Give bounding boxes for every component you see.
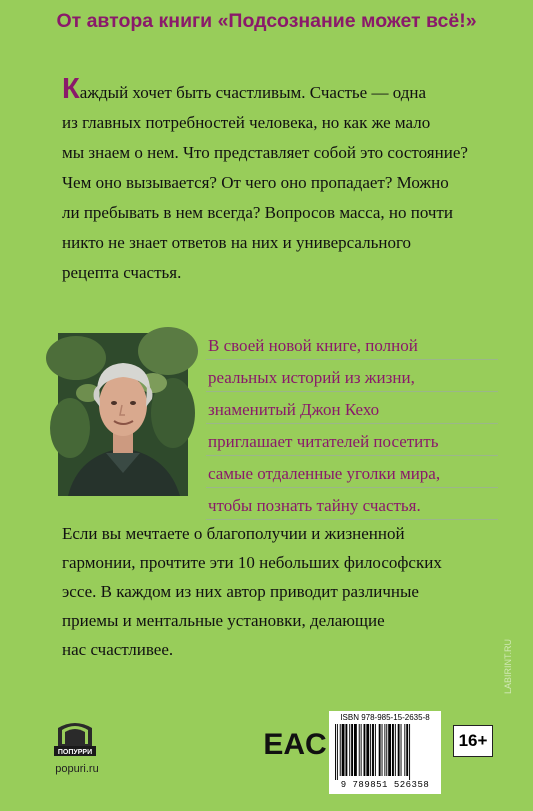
intro-line: мы знаем о нем. Что представляет собой это состояние? (62, 143, 468, 162)
closing-line: приемы и ментальные установки, делающие (62, 611, 385, 630)
closing-line: Если вы мечтаете о благополучии и жизненной (62, 524, 405, 543)
closing-line: гармонии, прочтите эти 10 небольших философских (62, 553, 442, 572)
intro-line: ли пребывать в нем всегда? Вопросов масса, но почти (62, 203, 453, 222)
closing-line: эссе. В каждом из них автор приводит различные (62, 582, 419, 601)
isbn-label: ISBN 978-985-15-2635-8 (340, 713, 430, 722)
intro-line-1: Каждый хочет быть счастливым. Счастье — одна (62, 73, 427, 105)
age-rating-badge: 16+ (453, 725, 493, 757)
eac-mark-text: EAC (263, 728, 327, 761)
author-photo (58, 333, 188, 496)
intro-paragraph (62, 73, 512, 288)
series-title: От автора книги «Подсознание может всё!» (56, 10, 477, 32)
closing-line: нас счастливее. (62, 640, 174, 659)
publisher-url: popuri.ru (55, 763, 99, 775)
author-line: приглашает читателей посетить (206, 428, 498, 456)
publisher-logo (52, 716, 98, 762)
eac-mark (263, 727, 327, 761)
barcode-digits: 9 789851 526358 (340, 780, 430, 790)
intro-line: из главных потребностей человека, но как же мало (62, 113, 431, 132)
author-line: чтобы познать тайну счастья. (206, 492, 498, 520)
intro-line: рецепта счастья. (62, 263, 182, 282)
barcode (329, 711, 441, 794)
intro-line: никто не знает ответов на них и универсального (62, 233, 412, 252)
closing-paragraph (62, 519, 512, 664)
author-line: самые отдаленные уголки мира, (206, 460, 498, 488)
intro-line: Чем оно вызывается? От чего оно пропадает? Можно (62, 173, 449, 192)
barcode-bars (333, 724, 437, 780)
watermark: LABIRINT.RU (503, 638, 513, 694)
author-paragraph (206, 332, 506, 524)
author-line: В своей новой книге, полной (206, 332, 498, 360)
author-line: реальных историй из жизни, (206, 364, 498, 392)
author-line: знаменитый Джон Кехо (206, 396, 498, 424)
publisher-logo-text: ПОПУРРИ (57, 749, 93, 756)
drop-cap: К (62, 73, 80, 105)
